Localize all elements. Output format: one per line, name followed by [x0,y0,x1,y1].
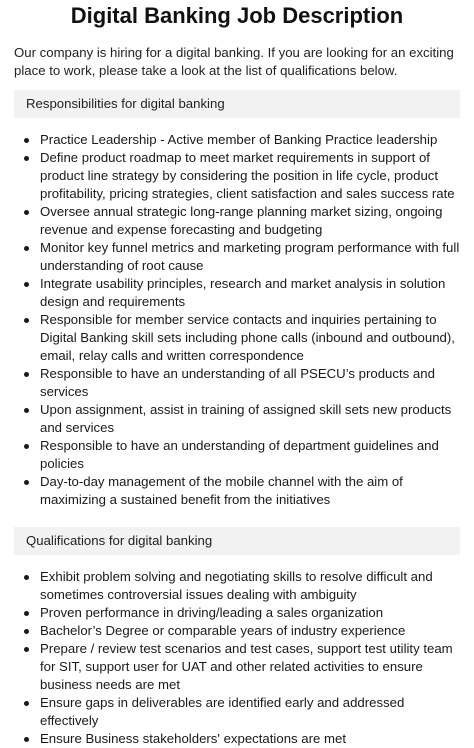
bullet-icon [24,408,29,413]
list-item [38,622,460,640]
bullet-icon [24,246,29,251]
page-title: Digital Banking Job Description [70,3,404,28]
list-item-text: Day-to-day management of the mobile channel with the aim of maximizing a sustained benefit from the initiatives [40,474,403,507]
list-item [38,640,460,694]
list-item [38,131,460,149]
bullet-icon [24,575,29,580]
list-item-text: Define product roadmap to meet market requirements in support of product line strategy by considering the position in life cycle, product profitability, pricing strategies, client satisfaction and sales success rate [40,150,455,201]
list-item [38,275,460,311]
bullet-icon [24,444,29,449]
list-item [38,437,460,473]
list-item-text: Responsible for member service contacts and inquiries pertaining to Digital Banking skill sets including phone calls (inbound and outbound), email, relay calls and written correspondence [40,312,455,363]
list-item [38,239,460,275]
bullet-icon [24,737,29,742]
intro-paragraph: Our company is hiring for a digital banking. If you are looking for an exciting place to work, please take a look at the list of qualifications below. [14,45,454,78]
bullet-icon [24,156,29,161]
list-item-text: Ensure gaps in deliverables are identified early and addressed effectively [40,695,405,728]
list-item [38,365,460,401]
list-item-text: Exhibit problem solving and negotiating skills to resolve difficult and sometimes controversial issues dealing with ambiguity [40,569,433,602]
list-item [38,401,460,437]
bullet-icon [24,611,29,616]
list-item-text: Responsible to have an understanding of department guidelines and policies [40,438,439,471]
list-item [38,568,460,604]
bullet-icon [24,480,29,485]
list-item-text: Practice Leadership - Active member of Banking Practice leadership [40,132,438,147]
bullet-icon [24,282,29,287]
list-item [38,311,460,365]
bullet-icon [24,701,29,706]
bullet-icon [24,372,29,377]
list-item [38,604,460,622]
list-item-text: Proven performance in driving/leading a sales organization [40,605,384,620]
list-item-text: Upon assignment, assist in training of assigned skill sets new products and services [40,402,452,435]
list-item-text: Monitor key funnel metrics and marketing program performance with full understanding of root cause [40,240,460,273]
list-item-text: Ensure Business stakeholders' expectations are met [40,731,346,746]
list-item [38,473,460,509]
list-item-text: Oversee annual strategic long-range planning market sizing, ongoing revenue and expense forecasting and budgeting [40,204,443,237]
list-item [38,203,460,239]
bullet-icon [24,138,29,143]
qualifications-header: Qualifications for digital banking [14,527,460,555]
list-item-text: Prepare / review test scenarios and test cases, support test utility team for SIT, support user for UAT and other related activities to ensure business needs are met [40,641,453,692]
list-item [38,730,460,748]
list-item-text: Responsible to have an understanding of all PSECU’s products and services [40,366,435,399]
responsibilities-list [14,131,460,509]
responsibilities-header: Responsibilities for digital banking [14,90,460,118]
bullet-icon [24,647,29,652]
qualifications-list [14,568,460,748]
list-item-text: Bachelor’s Degree or comparable years of industry experience [40,623,406,638]
list-item-text: Integrate usability principles, research and market analysis in solution design and requirements [40,276,446,309]
list-item [38,694,460,730]
bullet-icon [24,210,29,215]
bullet-icon [24,629,29,634]
bullet-icon [24,318,29,323]
list-item [38,149,460,203]
